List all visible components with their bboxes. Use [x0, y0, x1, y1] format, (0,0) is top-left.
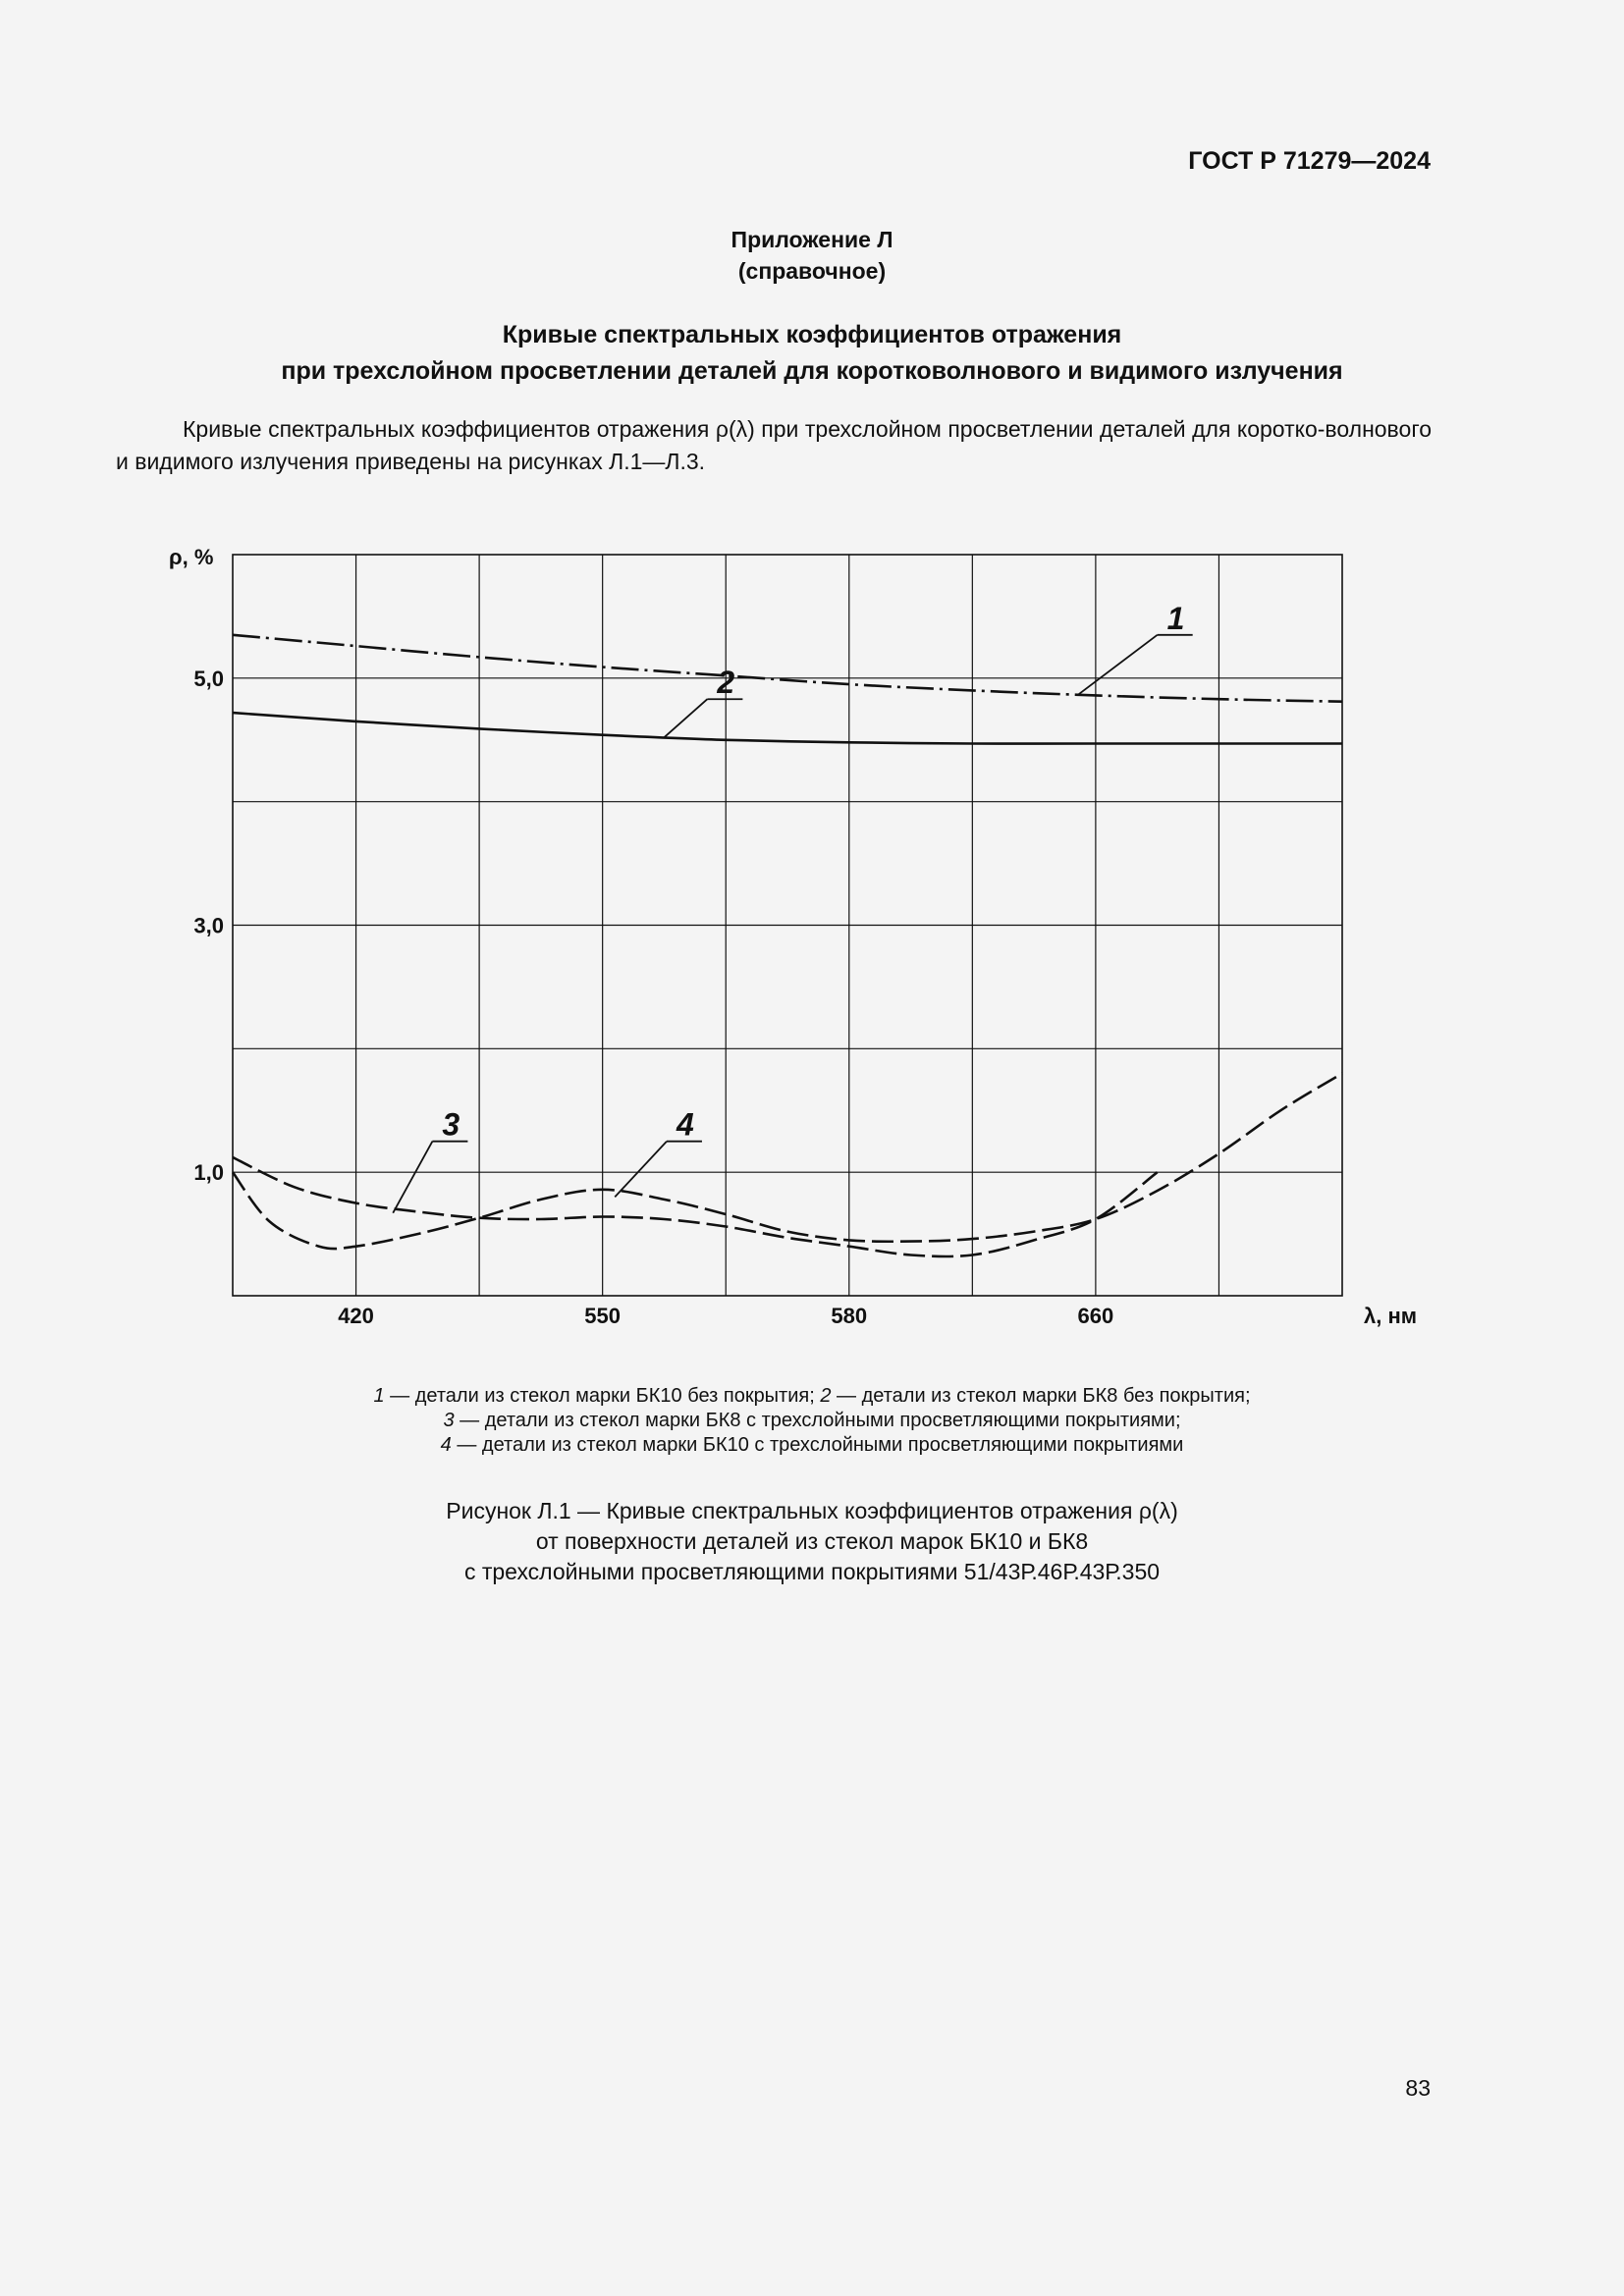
appendix-title-line2: при трехслойном просветлении деталей для коротковолнового и видимого излучения — [281, 357, 1343, 385]
chart-svg — [147, 530, 1418, 1345]
reflectance-chart — [147, 530, 1418, 1345]
intro-paragraph: Кривые спектральных коэффициентов отражения ρ(λ) при трехслойном просветлении деталей для коротко-волнового и видимого излучения приведены на рисунках Л.1—Л.3. — [116, 416, 1432, 474]
x-tick-label: 550 — [584, 1304, 622, 1328]
callout-leader-1 — [1077, 635, 1158, 696]
legend-text-2: — детали из стекол марки БК8 без покрытия; — [831, 1385, 1251, 1407]
x-axis-label: λ, нм — [1364, 1304, 1418, 1328]
figure-caption — [0, 1496, 1624, 1587]
curve-2 — [233, 713, 1342, 743]
appendix-type: (справочное) — [737, 258, 887, 284]
figure-legend — [0, 1384, 1624, 1458]
y-tick-label: 1,0 — [193, 1160, 224, 1186]
appendix-title-line1: Кривые спектральных коэффициентов отражения — [502, 321, 1122, 348]
legend-text-1: — детали из стекол марки БК10 без покрытия; — [384, 1385, 821, 1407]
legend-num-2: 2 — [820, 1385, 832, 1407]
caption-line3: с трехслойными просветляющими покрытиями 51/43Р.46Р.43Р.350 — [463, 1559, 1161, 1584]
y-tick-label: 3,0 — [193, 913, 224, 938]
caption-line1: Рисунок Л.1 — Кривые спектральных коэффициентов отражения ρ(λ) — [446, 1498, 1178, 1523]
callout-leader-3 — [393, 1142, 432, 1213]
legend-num-4: 4 — [440, 1434, 452, 1456]
legend-num-3: 3 — [443, 1410, 455, 1431]
curve-label-2: 2 — [717, 665, 735, 701]
legend-text-4: — детали из стекол марки БК10 с трехслойными просветляющими покрытиями — [451, 1434, 1184, 1456]
legend-num-1: 1 — [373, 1385, 385, 1407]
page-number: 83 — [1405, 2075, 1431, 2101]
curve-1 — [233, 635, 1342, 702]
curve-label-1: 1 — [1166, 600, 1185, 636]
chart-grid — [233, 555, 1342, 1296]
curve-label-4: 4 — [676, 1106, 694, 1143]
legend-line-2 — [0, 1409, 1624, 1433]
legend-text-3: — детали из стекол марки БК8 с трехслойными просветляющими покрытиями; — [454, 1410, 1181, 1431]
x-tick-label: 580 — [831, 1304, 868, 1328]
curve-3 — [233, 1074, 1342, 1250]
legend-line-1 — [0, 1384, 1624, 1409]
chart-curves — [233, 635, 1342, 1256]
appendix-title — [0, 317, 1624, 390]
callout-leader-4 — [615, 1142, 667, 1198]
appendix-label: Приложение Л — [731, 227, 893, 252]
x-tick-label: 420 — [338, 1304, 374, 1328]
legend-line-3 — [0, 1433, 1624, 1458]
caption-line2: от поверхности деталей из стекол марок БК10 и БК8 — [535, 1528, 1089, 1554]
curve-label-3: 3 — [442, 1106, 460, 1143]
callout-leader-2 — [664, 699, 707, 737]
x-tick-label: 660 — [1077, 1304, 1114, 1328]
y-axis-label: ρ, % — [169, 545, 214, 569]
standard-number: ГОСТ Р 71279—2024 — [1188, 147, 1431, 175]
y-tick-label: 5,0 — [193, 666, 224, 691]
appendix-heading — [0, 224, 1624, 287]
